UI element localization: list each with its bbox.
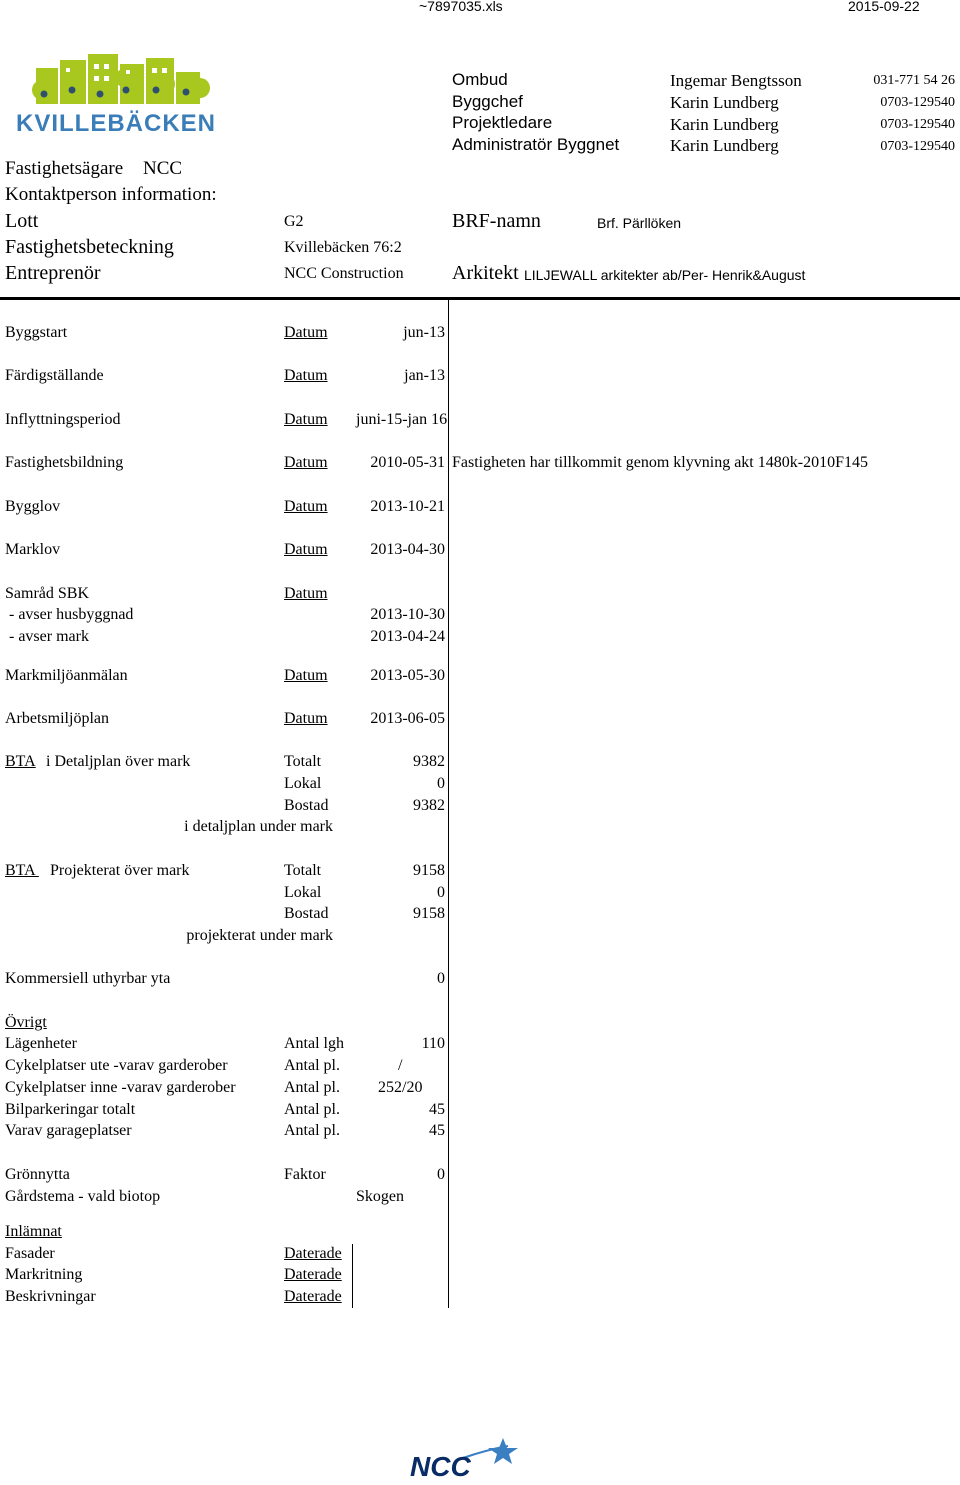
bta-project-row-label-lokal: Lokal bbox=[284, 884, 322, 901]
green-value: 0 bbox=[437, 1166, 445, 1183]
name-byggchef: Karin Lundberg bbox=[670, 93, 779, 112]
phone-ombud: 031-771 54 26 bbox=[873, 73, 955, 88]
bta-project-row-value-bostad: 9158 bbox=[413, 905, 445, 922]
date-type-inflyttning: Datum bbox=[284, 411, 328, 428]
bta-project-label: Projekterat över mark bbox=[50, 862, 190, 879]
phone-byggchef: 0703-129540 bbox=[880, 95, 955, 110]
date-value-marklov: 2013-04-30 bbox=[370, 541, 445, 558]
date-label-inflyttning: Inflyttningsperiod bbox=[5, 411, 121, 428]
env-label-arbetsmiljo: Arbetsmiljöplan bbox=[5, 710, 109, 727]
role-byggchef: Byggchef bbox=[452, 92, 523, 111]
ncc-star-icon bbox=[463, 1438, 518, 1464]
lot-value: G2 bbox=[284, 213, 304, 230]
date-value-bygglov: 2013-10-21 bbox=[370, 498, 445, 515]
name-projektledare: Karin Lundberg bbox=[670, 115, 779, 134]
submitted-label-fasader: Fasader bbox=[5, 1245, 55, 1262]
date-value-fastighetsbildning: 2010-05-31 bbox=[370, 454, 445, 471]
submitted-value-fasader: Daterade bbox=[284, 1245, 342, 1262]
date-type-byggstart: Datum bbox=[284, 324, 328, 341]
brf-label: BRF-namn bbox=[452, 210, 541, 232]
samrad-sub-label-hus: - avser husbyggnad bbox=[5, 606, 134, 623]
samrad-sub-value-hus: 2013-10-30 bbox=[370, 606, 445, 623]
commercial-value: 0 bbox=[437, 970, 445, 987]
ovrigt-label-lagenheter: Lägenheter bbox=[5, 1035, 77, 1052]
date-value-byggstart: jun-13 bbox=[403, 324, 445, 341]
bta-project-under: projekterat under mark bbox=[186, 927, 333, 944]
phone-projektledare: 0703-129540 bbox=[880, 117, 955, 132]
bta-detail-row-value-lokal: 0 bbox=[437, 775, 445, 792]
logo-text: KVILLEBÄCKEN bbox=[15, 110, 217, 137]
yard-value: Skogen bbox=[356, 1188, 404, 1205]
bta-detail-row-label-totalt: Totalt bbox=[284, 753, 322, 770]
ovrigt-value-garage: 45 bbox=[429, 1122, 445, 1139]
submitted-title: Inlämnat bbox=[5, 1223, 62, 1240]
column-divider bbox=[448, 300, 449, 1308]
contact-info-label: Kontaktperson information: bbox=[5, 184, 217, 205]
ovrigt-label-garage: Varav garageplatser bbox=[5, 1122, 132, 1139]
bta-detail-row-label-bostad: Bostad bbox=[284, 797, 329, 814]
bta-project-row-label-bostad: Bostad bbox=[284, 905, 329, 922]
date-label-byggstart: Byggstart bbox=[5, 324, 68, 341]
date-type-bygglov: Datum bbox=[284, 498, 328, 515]
ovrigt-label-bilparkering: Bilparkeringar totalt bbox=[5, 1101, 136, 1118]
property-label: Fastighetsbeteckning bbox=[5, 236, 174, 258]
bta-detail-row-value-bostad: 9382 bbox=[413, 797, 445, 814]
ovrigt-unit-cykel-ute: Antal pl. bbox=[284, 1057, 340, 1074]
env-value-markmiljo: 2013-05-30 bbox=[370, 667, 445, 684]
green-label: Grönnytta bbox=[5, 1166, 70, 1183]
filename: ~7897035.xls bbox=[419, 0, 503, 14]
kvillebacken-logo bbox=[14, 50, 219, 140]
date-type-fastighetsbildning: Datum bbox=[284, 454, 328, 471]
yard-label: Gårdstema - vald biotop bbox=[5, 1188, 161, 1205]
submitted-divider bbox=[352, 1244, 353, 1308]
submitted-value-markritning: Daterade bbox=[284, 1266, 342, 1283]
role-administrator: Administratör Byggnet bbox=[452, 135, 620, 154]
contractor-label: Entreprenör bbox=[5, 262, 101, 284]
samrad-sub-value-mark: 2013-04-24 bbox=[370, 628, 445, 645]
samrad-sub-label-mark: - avser mark bbox=[5, 628, 89, 645]
name-ombud: Ingemar Bengtsson bbox=[670, 71, 802, 90]
bta-project-row-value-lokal: 0 bbox=[437, 884, 445, 901]
ovrigt-label-cykel-ute: Cykelplatser ute -varav garderober bbox=[5, 1057, 228, 1074]
date-label-bygglov: Bygglov bbox=[5, 498, 61, 515]
brf-value: Brf. Pärllöken bbox=[597, 215, 682, 231]
role-projektledare: Projektledare bbox=[452, 113, 553, 132]
submitted-label-markritning: Markritning bbox=[5, 1266, 83, 1283]
owner-value: NCC bbox=[143, 158, 183, 179]
ovrigt-unit-garage: Antal pl. bbox=[284, 1122, 340, 1139]
bta-detail-under: i detaljplan under mark bbox=[184, 818, 333, 835]
ncc-logo-text: NCC bbox=[410, 1451, 471, 1480]
ovrigt-value-bilparkering: 45 bbox=[429, 1101, 445, 1118]
bta-detail-row-label-lokal: Lokal bbox=[284, 775, 322, 792]
date-label-fastighetsbildning: Fastighetsbildning bbox=[5, 454, 124, 471]
green-unit: Faktor bbox=[284, 1166, 326, 1183]
commercial-label: Kommersiell uthyrbar yta bbox=[5, 970, 171, 987]
architect-label: Arkitekt bbox=[452, 262, 519, 284]
samrad-label: Samråd SBK bbox=[5, 585, 89, 602]
ovrigt-label-cykel-inne: Cykelplatser inne -varav garderober bbox=[5, 1079, 236, 1096]
ncc-logo bbox=[408, 1436, 524, 1480]
ovrigt-unit-lagenheter: Antal lgh bbox=[284, 1035, 344, 1052]
lot-label: Lott bbox=[5, 210, 39, 232]
bta-detail-row-value-totalt: 9382 bbox=[413, 753, 445, 770]
env-type-markmiljo: Datum bbox=[284, 667, 328, 684]
date-type-marklov: Datum bbox=[284, 541, 328, 558]
architect-value: LILJEWALL arkitekter ab/Per- Henrik&August bbox=[524, 267, 806, 283]
ovrigt-title: Övrigt bbox=[5, 1014, 47, 1031]
env-type-arbetsmiljo: Datum bbox=[284, 710, 328, 727]
date-label-fardigstallande: Färdigställande bbox=[5, 367, 104, 384]
samrad-type: Datum bbox=[284, 585, 328, 602]
bta-project-abbr: BTA bbox=[5, 862, 39, 879]
ovrigt-unit-cykel-inne: Antal pl. bbox=[284, 1079, 340, 1096]
ovrigt-value-cykel-inne: 252/20 bbox=[378, 1079, 423, 1096]
ovrigt-value-cykel-ute: / bbox=[398, 1057, 403, 1074]
bta-project-row-value-totalt: 9158 bbox=[413, 862, 445, 879]
env-value-arbetsmiljo: 2013-06-05 bbox=[370, 710, 445, 727]
ovrigt-value-lagenheter: 110 bbox=[421, 1035, 445, 1052]
contractor-value: NCC Construction bbox=[284, 265, 404, 282]
header-divider bbox=[0, 297, 960, 300]
phone-administrator: 0703-129540 bbox=[880, 139, 955, 154]
print-date: 2015-09-22 bbox=[848, 0, 920, 14]
owner-label: Fastighetsägare bbox=[5, 158, 124, 179]
ovrigt-unit-bilparkering: Antal pl. bbox=[284, 1101, 340, 1118]
env-label-markmiljo: Markmiljöanmälan bbox=[5, 667, 128, 684]
bta-project-row-label-totalt: Totalt bbox=[284, 862, 322, 879]
property-value: Kvillebäcken 76:2 bbox=[284, 239, 402, 256]
name-administrator: Karin Lundberg bbox=[670, 136, 779, 155]
date-value-inflyttning: juni-15-jan 16 bbox=[356, 411, 448, 428]
date-note-fastighetsbildning: Fastigheten har tillkommit genom klyvning akt 1480k-2010F145 bbox=[452, 454, 868, 471]
role-ombud: Ombud bbox=[452, 70, 508, 89]
date-label-marklov: Marklov bbox=[5, 541, 61, 558]
bta-detail-label: i Detaljplan över mark bbox=[46, 753, 191, 770]
bta-detail-abbr: BTA bbox=[5, 753, 36, 770]
submitted-label-beskrivningar: Beskrivningar bbox=[5, 1288, 96, 1305]
date-type-fardigstallande: Datum bbox=[284, 367, 328, 384]
submitted-value-beskrivningar: Daterade bbox=[284, 1288, 342, 1305]
date-value-fardigstallande: jan-13 bbox=[404, 367, 445, 384]
